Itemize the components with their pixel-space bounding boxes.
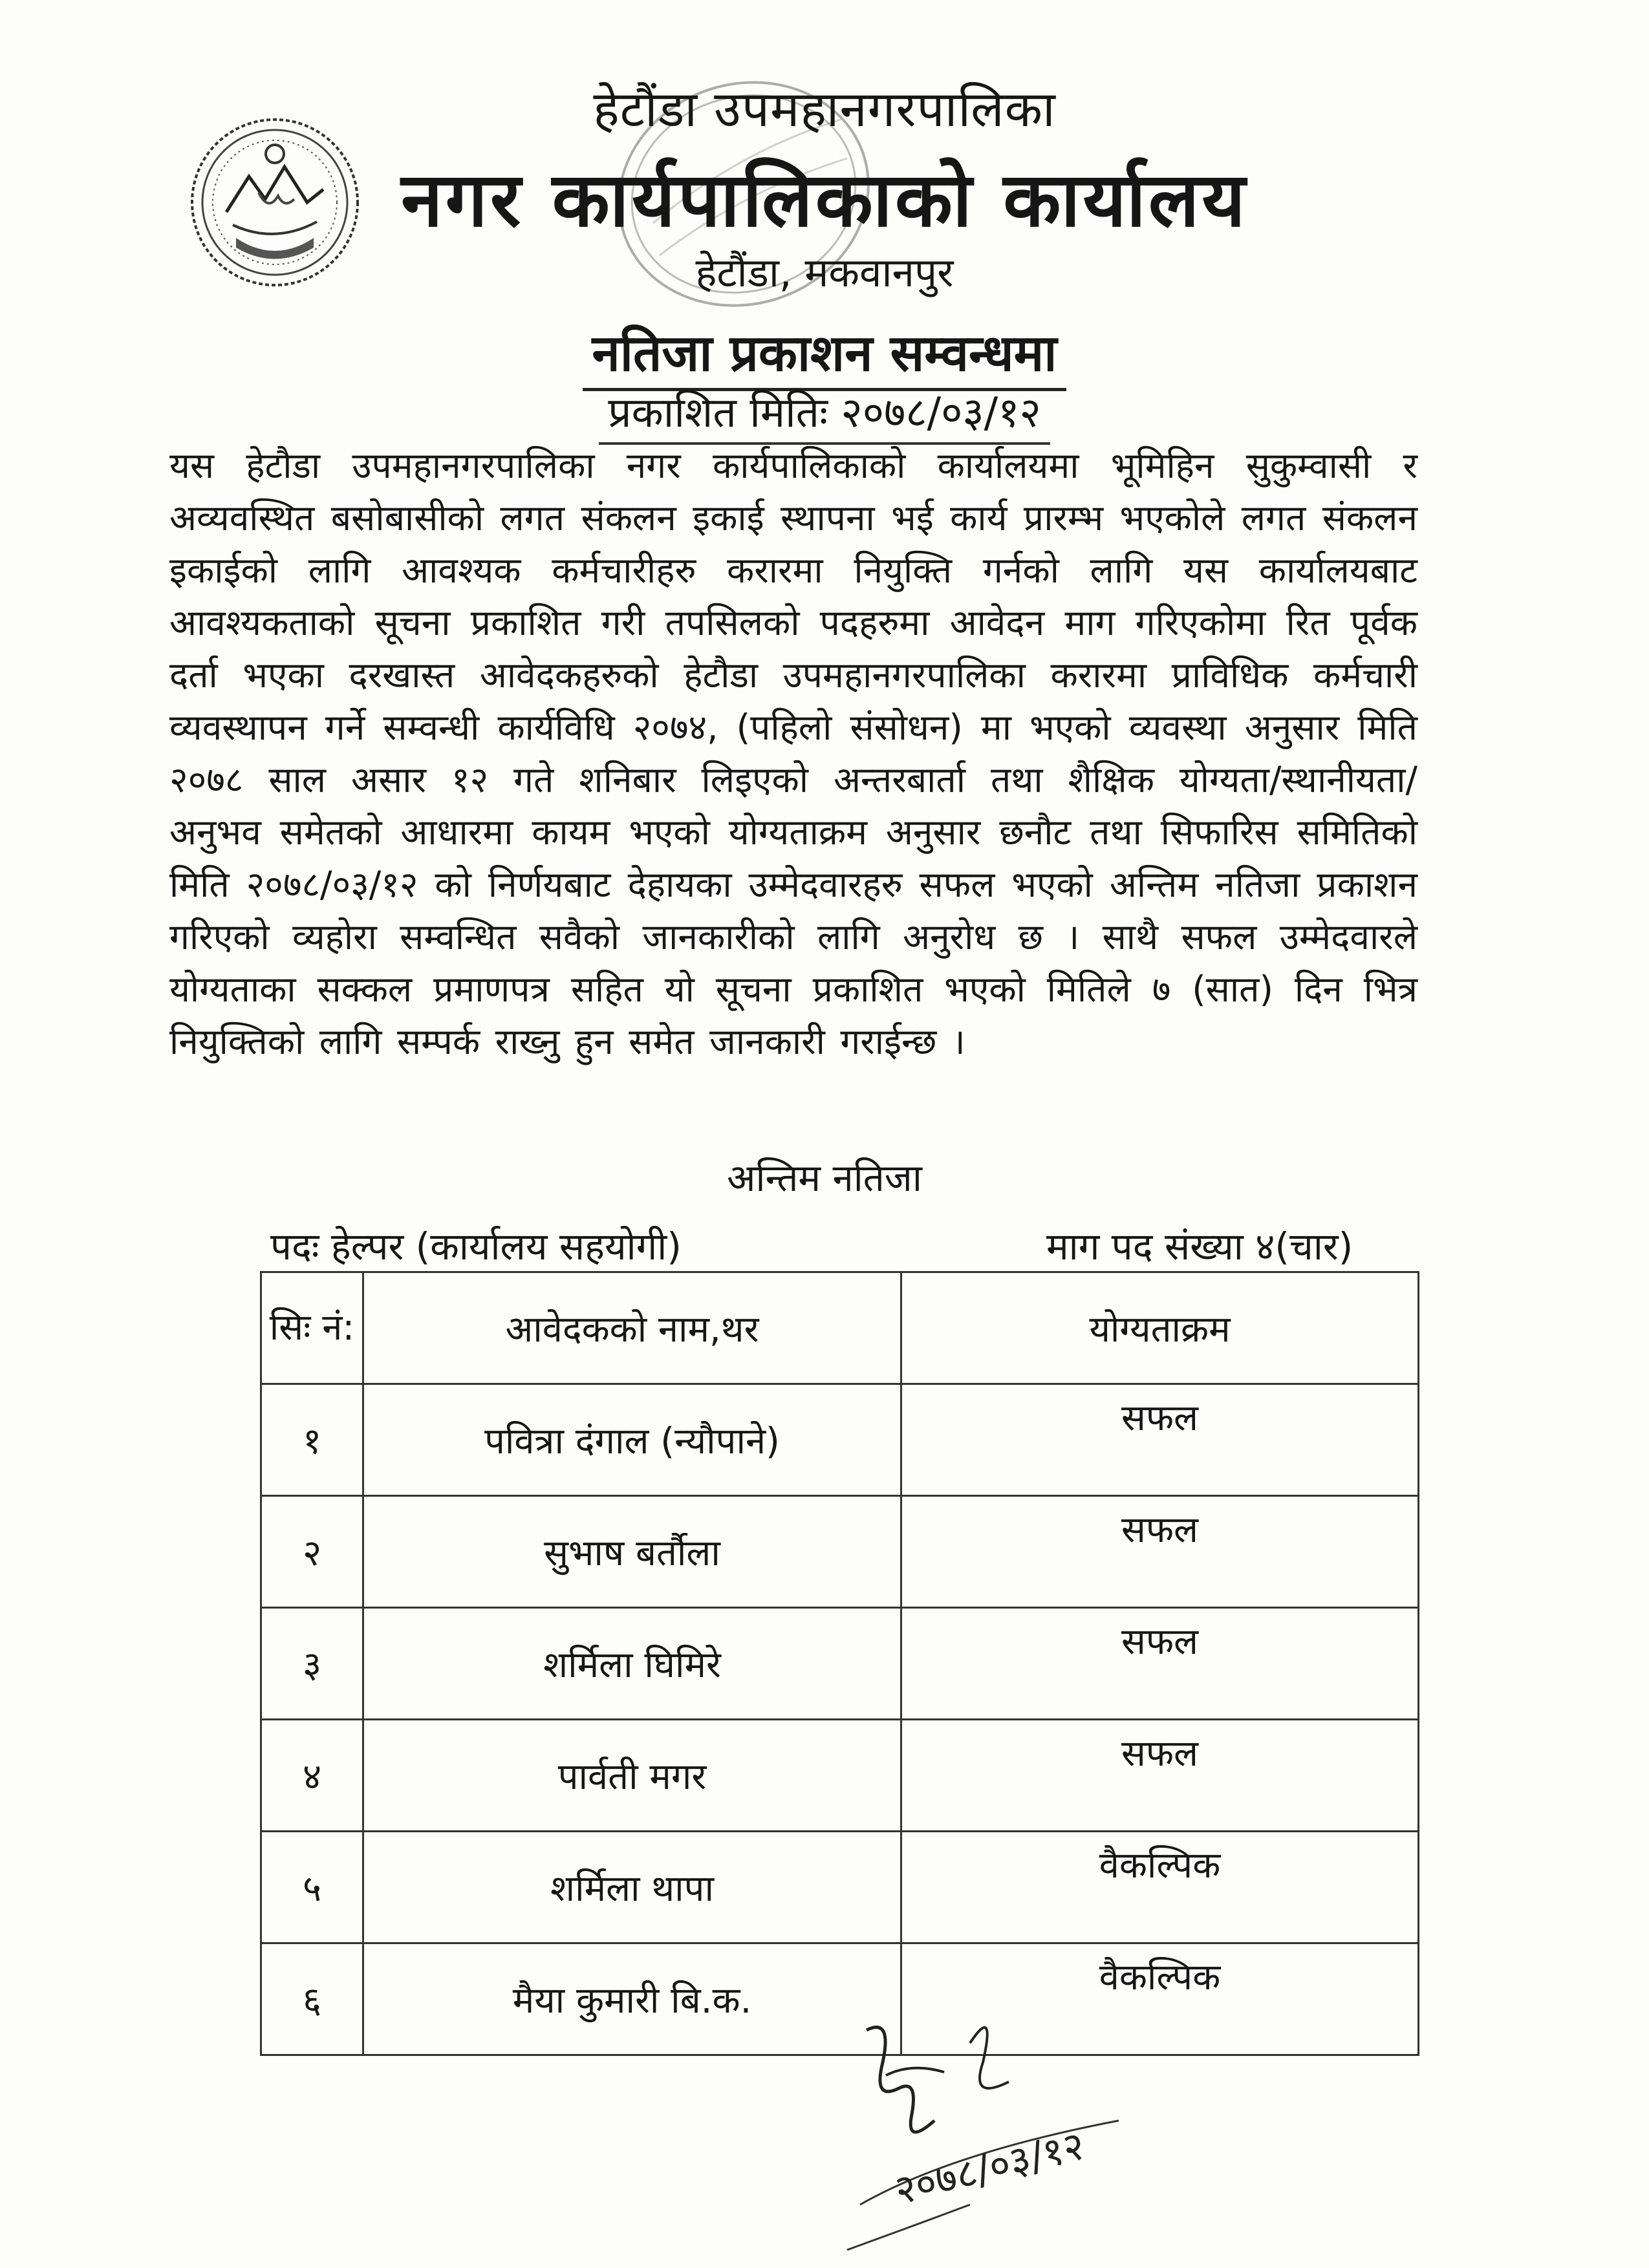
notice-body-paragraph: यस हेटौडा उपमहानगरपालिका नगर कार्यपालिकाको कार्यालयमा भूमिहिन सुकुम्वासी र अव्यवस्थित बसोबासीको लगत संकलन इकाई स्थापना भई कार्य प्रारम्भ भएकोले लगत संकलन इकाईको लागि आवश्यक कर्मचारीहरु करारमा नियुक्ति गर्नको लागि यस कार्यालयबाट आवश्यकताको सूचना प्रकाशित गरी तपसिलको पदहरुमा आवेदन माग गरिएकोमा रित पूर्वक दर्ता भएका दरखास्त आवेदकहरुको हेटौडा उपमहानगरपालिका करारमा प्राविधिक कर्मचारी व्यवस्थापन गर्ने सम्वन्धी कार्यविधि २०७४, (पहिलो संसोधन) मा भएको व्यवस्था अनुसार मिति २०७८ साल असार १२ गते शनिबार लिइएको अन्तरबार्ता तथा शैक्षिक योग्यता/स्थानीयता/ अनुभव समेतको आधारमा कायम भएको योग्यताक्रम अनुसार छनौट तथा सिफारिस समितिको मिति २०७८/०३/१२ को निर्णयबाट देहायका उम्मेदवारहरु सफल भएको अन्तिम नतिजा प्रकाशन गरिएको व्यहोरा सम्वन्धित सवैको जानकारीको लागि अनुरोध छ । साथै सफल उम्मेदवारले योग्यताका सक्कल प्रमाणपत्र सहित यो सूचना प्रकाशित भएको मितिले ७ (सात) दिन भित्र नियुक्तिको लागि सम्पर्क राख्नु हुन समेत जानकारी गराईन्छ । (169, 445, 1417, 1062)
table-header-row (261, 1272, 1419, 1384)
post-label: पदः हेल्पर (कार्यालय सहयोगी) (270, 1225, 682, 1268)
row-sn: ६ (261, 1943, 363, 2055)
published-date (0, 383, 1649, 439)
row-sn: १ (261, 1384, 363, 1496)
office-address: हेटौंडा, मकवानपुर (695, 249, 954, 296)
published-date-text: प्रकाशित मितिः २०७८/०३/१२ (599, 389, 1050, 445)
row-rank: सफल (1121, 1621, 1198, 1663)
row-rank-cell (901, 1832, 1419, 1943)
row-rank: वैकल्पिक (1099, 1956, 1221, 1998)
row-rank: सफल (1121, 1397, 1198, 1439)
row-name: शर्मिला थापा (363, 1832, 901, 1943)
row-sn: ५ (261, 1832, 363, 1943)
table-row (261, 1720, 1419, 1832)
row-rank-cell (901, 1384, 1419, 1496)
results-heading: अन्तिम नतिजा (727, 1156, 922, 1200)
column-header-name: आवेदकको नाम,थर (363, 1272, 901, 1384)
notice-subject (0, 317, 1649, 385)
table-row (261, 1384, 1419, 1496)
row-rank: सफल (1121, 1733, 1198, 1775)
row-sn: ४ (261, 1720, 363, 1832)
row-rank-cell (901, 1496, 1419, 1608)
office-title: नगर कार्यपालिकाको कार्यालय (401, 156, 1248, 244)
notice-subject-text: नतिजा प्रकाशन सम्वन्धमा (583, 325, 1066, 391)
column-header-sn: सिः नं: (261, 1272, 363, 1384)
row-rank: वैकल्पिक (1099, 1845, 1221, 1887)
row-name: मैया कुमारी बि.क. (363, 1943, 901, 2055)
signature-date: २०७८/०३/१२ (889, 2121, 1090, 2214)
row-sn: ३ (261, 1608, 363, 1720)
table-row (261, 1496, 1419, 1608)
row-rank-cell (901, 1608, 1419, 1720)
row-sn: २ (261, 1496, 363, 1608)
row-rank: सफल (1121, 1509, 1198, 1551)
row-rank-cell (901, 1720, 1419, 1832)
municipality-name: हेटौंडा उपमहानगरपालिका (593, 80, 1056, 138)
row-name: शर्मिला घिमिरे (363, 1608, 901, 1720)
row-name: पार्वती मगर (363, 1720, 901, 1832)
column-header-rank: योग्यताक्रम (901, 1272, 1419, 1384)
row-name: पवित्रा दंगाल (न्यौपाने) (363, 1384, 901, 1496)
row-name: सुभाष बर्तौला (363, 1496, 901, 1608)
results-table (260, 1271, 1419, 2056)
table-row (261, 1608, 1419, 1720)
table-row (261, 1832, 1419, 1943)
demand-count-label: माग पद संख्या ४(चार) (1046, 1225, 1353, 1268)
handwritten-signature (821, 1991, 1145, 2263)
